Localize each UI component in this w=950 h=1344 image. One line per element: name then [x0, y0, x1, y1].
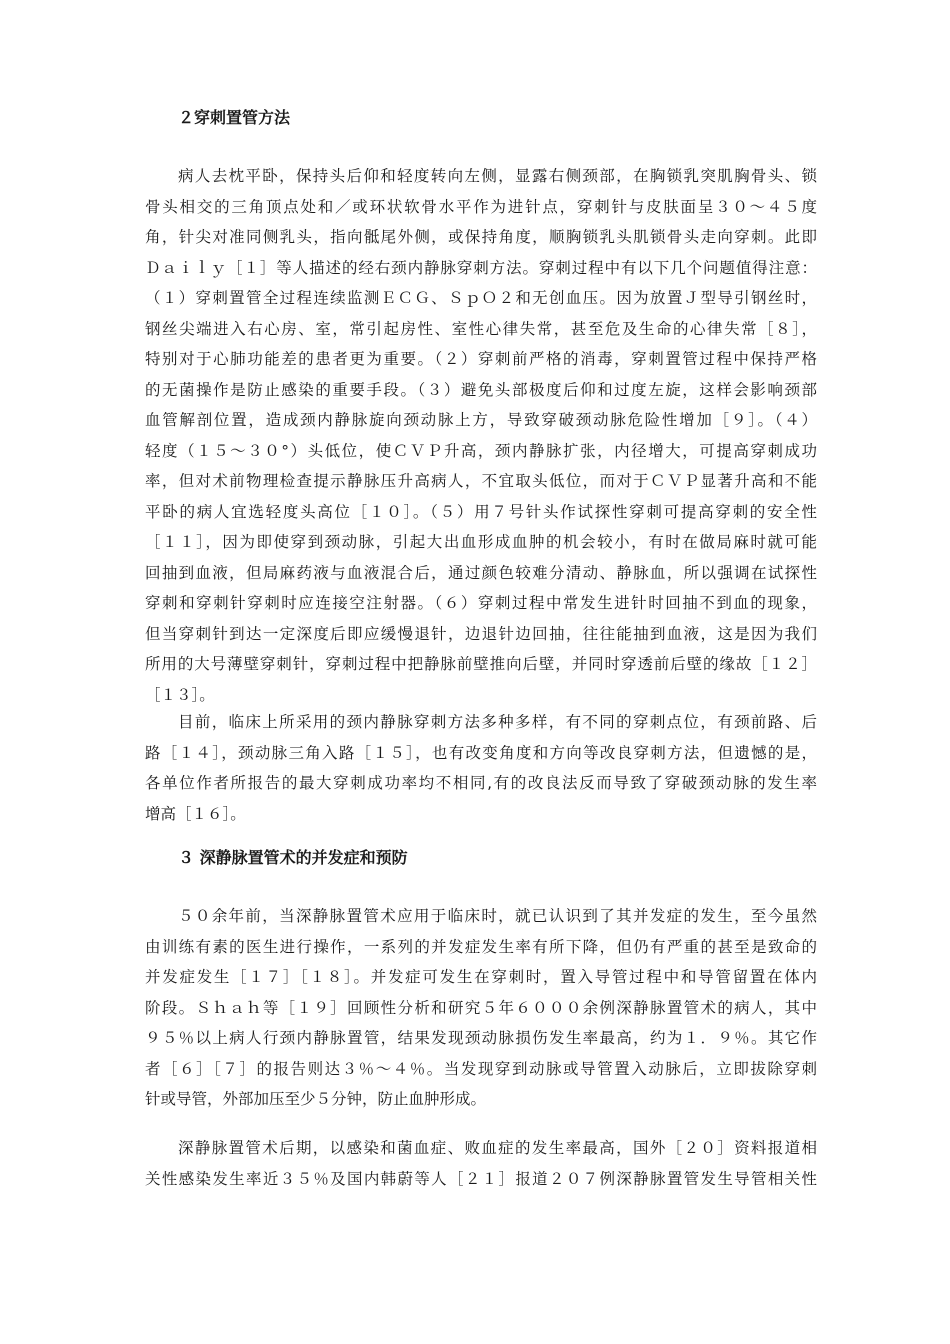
- paragraph-line: 关性感染发生率近３５％及国内韩蔚等人［２１］报道２０７例深静脉置管发生导管相关性: [145, 1169, 817, 1188]
- section-heading-complications: ３ 深静脉置管术的并发症和预防: [178, 848, 408, 867]
- paragraph-line: 增高［１６］。: [145, 804, 246, 823]
- paragraph-line: 率，但对术前物理检查提示静脉压升高病人，不宜取头低位，而对于ＣＶＰ显著升高和不能: [145, 472, 817, 490]
- paragraph-line: ９５％以上病人行颈内静脉置管，结果发现颈动脉损伤发生率最高，约为１．９％。其它作: [145, 1029, 817, 1047]
- section-heading-puncture-method: ２穿刺置管方法: [178, 108, 291, 127]
- paragraph-current-methods: [145, 707, 817, 829]
- paragraph-line: 病人去枕平卧，保持头后仰和轻度转向左侧，显露右侧颈部，在胸锁乳突肌胸骨头、锁: [178, 167, 817, 185]
- paragraph-line: 但当穿刺针到达一定深度后即应缓慢退针，边退针边回抽，往往能抽到血液，这是因为我们: [145, 624, 817, 643]
- paragraph-line: 阶段。Ｓｈａｈ等［１９］回顾性分析和研究５年６０００余例深静脉置管术的病人，其中: [145, 998, 817, 1017]
- paragraph-line: 平卧的病人宜选轻度头高位［１０］。（５）用７号针头作试探性穿刺可提高穿刺的安全性: [145, 502, 817, 521]
- paragraph-line: （１）穿刺置管全过程连续监测ＥＣＧ、ＳｐＯ２和无创血压。因为放置Ｊ型导引钢丝时，: [145, 289, 817, 307]
- paragraph-line: 各单位作者所报告的最大穿刺成功率均不相同,有的改良法反而导致了穿破颈动脉的发生率: [145, 774, 817, 792]
- paragraph-puncture-procedure: [145, 161, 817, 710]
- paragraph-line: 针或导管，外部加压至少５分钟，防止血肿形成。: [145, 1090, 487, 1108]
- paragraph-line: 特别对于心肺功能差的患者更为重要。（２）穿刺前严格的消毒，穿刺置管过程中保持严格: [145, 350, 817, 368]
- paragraph-line: Ｄａｉｌｙ［１］等人描述的经右颈内静脉穿刺方法。穿刺过程中有以下几个问题值得注意：: [145, 258, 817, 277]
- paragraph-line: 血管解剖位置，造成颈内静脉旋向颈动脉上方，导致穿破颈动脉危险性增加［９］。（４）: [145, 411, 817, 429]
- paragraph-late-infection: [145, 1133, 817, 1194]
- paragraph-line: 回抽到血液，但局麻药液与血液混合后，通过颜色较难分清动、静脉血，所以强调在试探性: [145, 563, 817, 582]
- paragraph-line: 者［６］［７］的报告则达３％～４％。当发现穿到动脉或导管置入动脉后，立即拔除穿刺: [145, 1059, 817, 1078]
- paragraph-line: ５０余年前，当深静脉置管术应用于临床时，就已认识到了其并发症的发生，至今虽然: [178, 907, 817, 925]
- paragraph-line: ［１１］，因为即使穿到颈动脉，引起大出血形成血肿的机会较小，有时在做局麻时就可能: [145, 533, 817, 551]
- paragraph-line: 目前，临床上所采用的颈内静脉穿刺方法多种多样，有不同的穿刺点位，有颈前路、后: [178, 713, 817, 731]
- paragraph-line: 深静脉置管术后期，以感染和菌血症、败血症的发生率最高，国外［２０］资料报道相: [178, 1139, 817, 1157]
- paragraph-complications-history: [145, 901, 817, 1115]
- paragraph-line: 由训练有素的医生进行操作，一系列的并发症发生率有所下降，但仍有严重的甚至是致命的: [145, 937, 817, 956]
- paragraph-line: 的无菌操作是防止感染的重要手段。（３）避免头部极度后仰和过度左旋，这样会影响颈部: [145, 380, 817, 399]
- paragraph-line: 钢丝尖端进入右心房、室，常引起房性、室性心律失常，甚至危及生命的心律失常［８］，: [145, 319, 817, 338]
- paragraph-line: 并发症发生［１７］［１８］。并发症可发生在穿刺时，置入导管过程中和导管留置在体内: [145, 968, 817, 986]
- paragraph-line: 穿刺和穿刺针穿刺时应连接空注射器。（６）穿刺过程中常发生进针时回抽不到血的现象，: [145, 594, 817, 612]
- paragraph-line: 所用的大号薄壁穿刺针，穿刺过程中把静脉前壁推向后壁，并同时穿透前后壁的缘故［１２］: [145, 655, 817, 673]
- paragraph-line: 轻度（１５～３０°）头低位，使ＣＶＰ升高，颈内静脉扩张，内径增大，可提高穿刺成功: [145, 441, 817, 460]
- paragraph-line: 骨头相交的三角顶点处和／或环状软骨水平作为进针点，穿刺针与皮肤面呈３０～４５度: [145, 197, 817, 216]
- paragraph-line: 角，针尖对准同侧乳头，指向骶尾外侧，或保持角度，顺胸锁乳头肌锁骨头走向穿刺。此即: [145, 228, 817, 246]
- paragraph-line: 路［１４］，颈动脉三角入路［１５］，也有改变角度和方向等改良穿刺方法，但遗憾的是，: [145, 743, 817, 762]
- paragraph-line: ［１３］。: [145, 685, 215, 704]
